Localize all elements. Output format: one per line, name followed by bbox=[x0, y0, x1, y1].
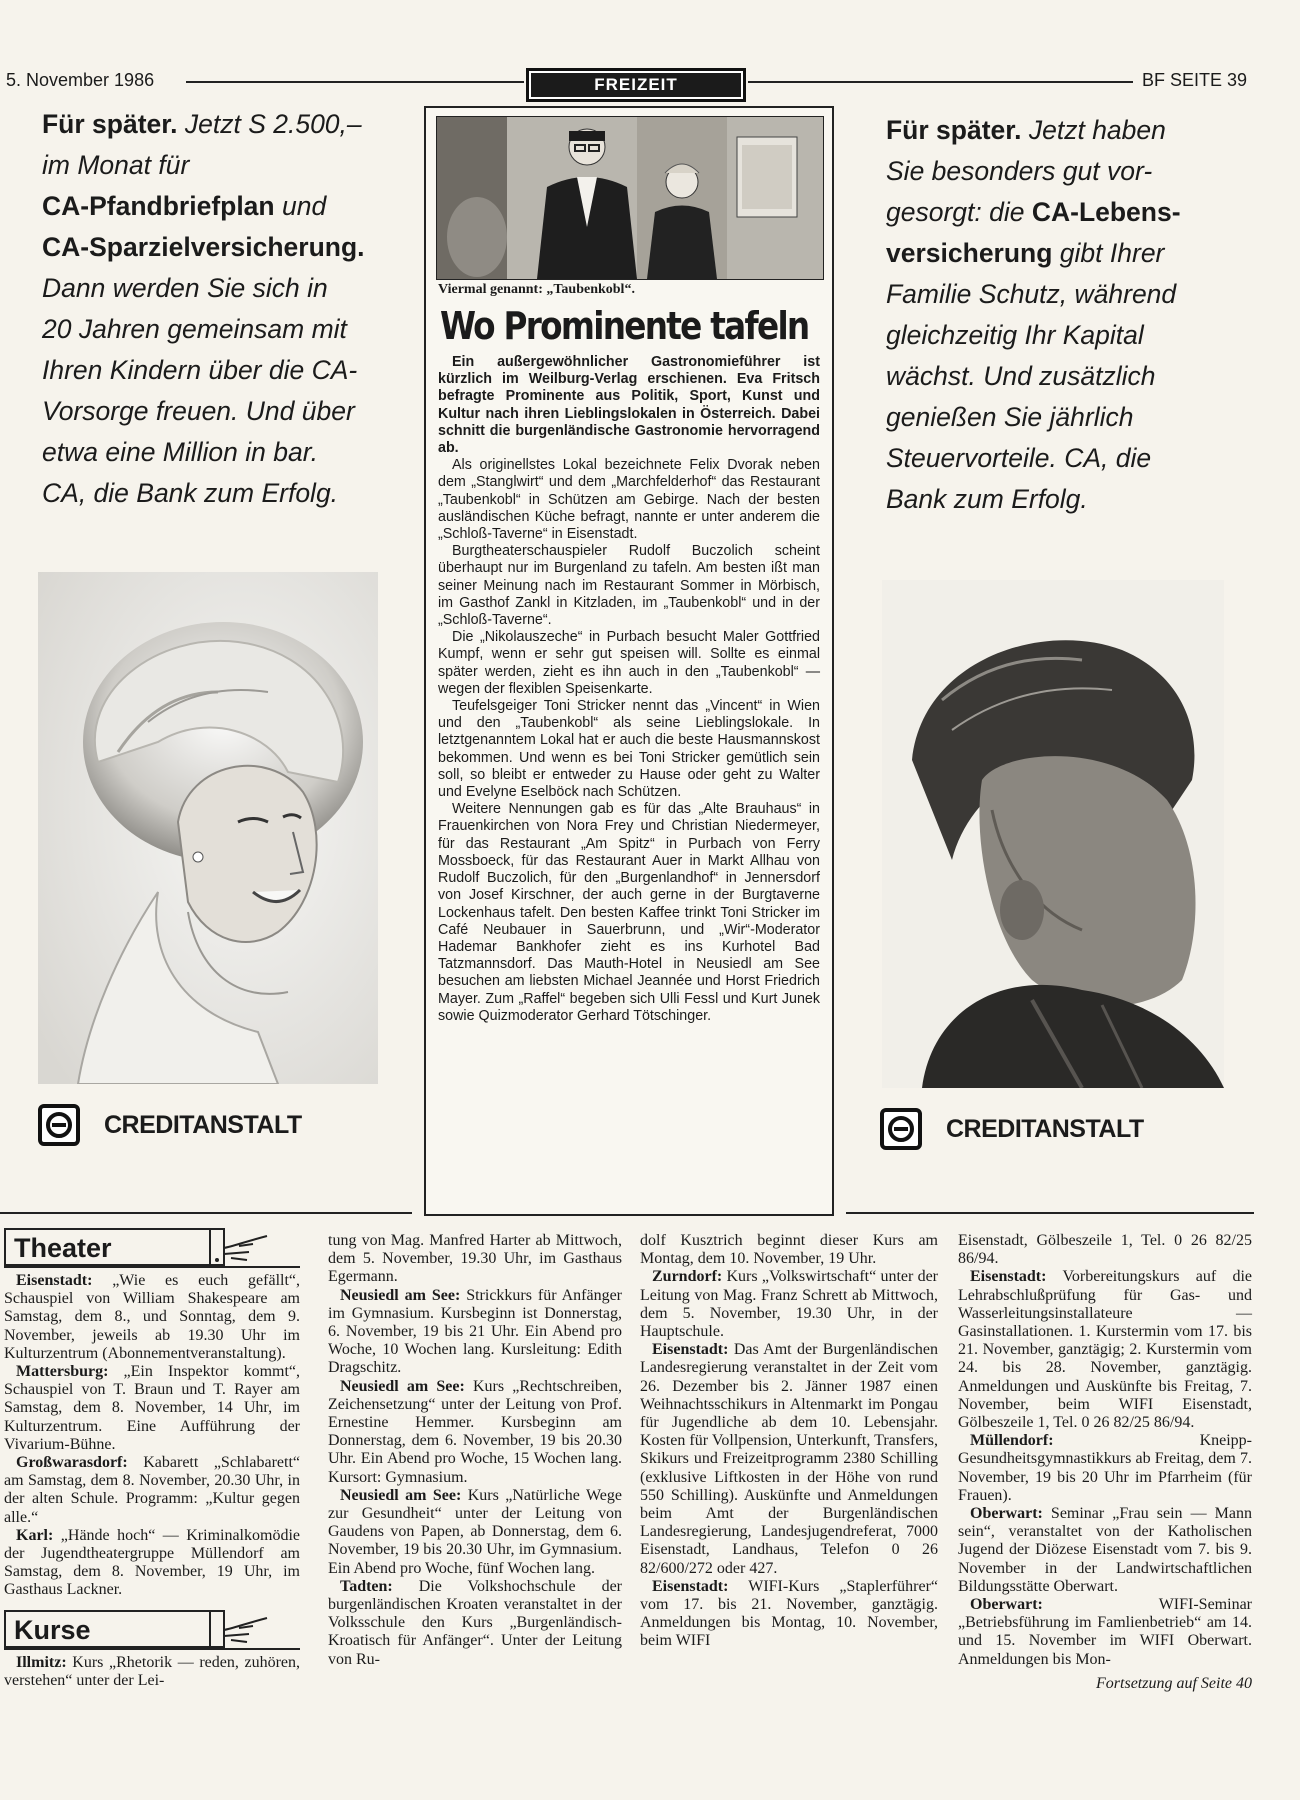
theater-section-title: Theater bbox=[4, 1228, 209, 1266]
ad-copy-line: Sie besonders gut vor- bbox=[886, 156, 1153, 186]
article-body bbox=[438, 354, 820, 1025]
listing-entry: Neusiedl am See: Kurs „Rechtschreiben, Zeichensetzung“ unter der Leitung von Prof. Ernestine Hemmer. Kursbeginn am Donnerstag, dem 6. November, 19 bis 20.30 Uhr. Ein Abend pro Woche, 15 Wochen lang. Kursort: Gymnasium. bbox=[328, 1377, 622, 1486]
ad-copy-line: Für später. Jetzt S 2.500,– bbox=[42, 109, 362, 139]
photo-caption: Viermal genannt: „Taubenkobl“. bbox=[438, 282, 635, 297]
header-rule-left bbox=[186, 81, 524, 83]
article-paragraph: Die „Nikolauszeche“ in Purbach besucht Maler Gottfried Kumpf, wenn er sehr gut speisen will. Sollte es einmal später werden, zieht es ihn auch in den „Taubenkobl“ — wegen der flexiblen Speisenkarte. bbox=[438, 629, 820, 697]
ad-copy-line: etwa eine Million in bar. bbox=[42, 437, 318, 467]
listing-entry: dolf Kusztrich beginnt dieser Kurs am Montag, dem 10. November, 19 Uhr. bbox=[640, 1232, 938, 1268]
pointing-hand-icon bbox=[209, 1228, 269, 1266]
listing-column-2 bbox=[328, 1232, 622, 1669]
kurse-section-header bbox=[4, 1610, 300, 1650]
article-lead: Ein außergewöhnlicher Gastronomieführer ist kürzlich im Weilburg-Verlag erschienen. Eva Fritsch befragte Prominente aus Politik, Sport, Kunst und Kultur nach ihren Lieblingslokalen in Österreich. Dabei schnitt die burgenländische Gastronomie hervorragend ab. bbox=[438, 354, 820, 457]
theater-listings bbox=[4, 1272, 300, 1600]
ad-copy-line: Vorsorge freuen. Und über bbox=[42, 396, 355, 426]
listing-column-4 bbox=[958, 1232, 1252, 1693]
ad-copy-line: 20 Jahren gemeinsam mit bbox=[42, 314, 347, 344]
creditanstalt-logo-icon bbox=[880, 1108, 922, 1150]
listing-entry: Eisenstadt: Das Amt der Burgenländischen Landesregierung veranstaltet in der Zeit vom 26. Dezember bis 2. Jänner 1987 einen Weihnachtsschikurs in Altenmarkt im Pongau für Jugendliche ab dem 10. Lebensjahr. Kosten für Vollpension, Unterkunft, Transfers, Skikurs und Freizeitprogramm 2380 Schilling (exklusive Liftkosten in der Höhe von rund 550 Schilling). Auskünfte und Anmeldungen beim Amt der Burgenländischen Landesregierung, Landesjugendreferat, 7000 Eisenstadt, Landhaus, Telefon 0 26 82/600/272 oder 427. bbox=[640, 1341, 938, 1577]
listing-column-3 bbox=[640, 1232, 938, 1651]
listing-entry: Eisenstadt: Vorbereitungskurs auf die Lehrabschlußprüfung für Gas- und Wasserleitungsinstallateure — Gasinstallationen. 1. Kurstermin vom 17. bis 21. November, ganztägig; 2. Kurstermin vom 24. bis 28. November, ganztägig. Anmeldungen und Auskünfte bis Freitag, 7. November, beim WIFI Eisenstadt, Gölbeszeile 1, Tel. 0 26 82/25 86/94. bbox=[958, 1268, 1252, 1432]
article-box bbox=[424, 106, 834, 1216]
article-paragraph: Weitere Nennungen gab es für das „Alte Brauhaus“ in Frauenkirchen von Nora Frey und Christian Niedermeyer, für das Restaurant „Am Spitz“ in Purbach von Ferry Mossboeck, für das Restaurant Auer in Markt Allhau von Rudolf Buczolich, für den „Burgenlandhof“ in Jennersdorf von Josef Kirschner, der auch gerne in der Burgtaverne Lockenhaus tafelt. Den besten Kaffee trinkt Toni Stricker im Café Neubauer in Sauerbrunn, und „Wir“-Moderator Hademar Bankhofer zieht es ins Kurhotel Bad Tatzmannsdorf. Das Mauth-Hotel in Neusiedl am See besuchen am liebsten Michael Jeannée und Horst Friedrich Mayer. Zum „Raffel“ begeben sich Ulli Fessl und Kurt Junek sowie Quizmoderator Gerhard Tötschinger. bbox=[438, 801, 820, 1024]
listing-entry: Müllendorf: Kneipp-Gesundheitsgymnastikkurs ab Freitag, dem 7. November, 19 bis 20 Uhr im Pfarrheim (für Frauen). bbox=[958, 1432, 1252, 1504]
listing-entry: Illmitz: Kurs „Rhetorik — reden, zuhören, verstehen“ unter der Lei- bbox=[4, 1653, 300, 1689]
ad-copy-line: gesorgt: die CA-Lebens- bbox=[886, 197, 1181, 227]
article-headline: Wo Prominente tafeln bbox=[440, 304, 809, 348]
listing-entry: Eisenstadt: „Wie es euch gefällt“, Schauspiel von William Shakespeare am Samstag, dem 8., und Sonntag, dem 9. November, jeweils ab 19.30 Uhr im Kulturzentrum (Abonnementveranstaltung). bbox=[4, 1272, 300, 1362]
kurse-listings bbox=[4, 1654, 300, 1690]
ad-copy-line: Ihren Kindern über die CA- bbox=[42, 355, 358, 385]
section-banner bbox=[526, 68, 746, 102]
listing-entry: Zurndorf: Kurs „Volkswirtschaft“ unter der Leitung von Mag. Franz Schrett ab Mittwoch, dem 5. November, 19.30 Uhr, in der Hauptschule. bbox=[640, 1268, 938, 1341]
listing-entry: tung von Mag. Manfred Harter ab Mittwoch, dem 5. November, 19.30 Uhr, im Gasthaus Egermann. bbox=[328, 1232, 622, 1286]
ad-left-logo bbox=[38, 1104, 302, 1146]
article-paragraph: Burgtheaterschauspieler Rudolf Buczolich scheint überhaupt nur im Burgenland zu tafeln. Am besten ißt man seiner Meinung nach im Restaurant Sommer in Mörbisch, im Gasthof Zankl in Kitzladen, im „Taubenkobl“ und in der „Schloß-Taverne“. bbox=[438, 543, 820, 629]
listing-column-1 bbox=[4, 1228, 300, 1690]
ad-copy-line: gleichzeitig Ihr Kapital bbox=[886, 320, 1144, 350]
listing-entry: Oberwart: Seminar „Frau sein — Mann sein“, veranstaltet von der Katholischen Jugend der Diözese Eisenstadt vom 7. bis 9. November in der Landwirtschaftlichen Bildungsstätte Oberwart. bbox=[958, 1505, 1252, 1595]
listing-entry: Eisenstadt, Gölbeszeile 1, Tel. 0 26 82/25 86/94. bbox=[958, 1232, 1252, 1268]
ad-left-photo bbox=[38, 572, 378, 1084]
listing-entry: Neusiedl am See: Kurs „Natürliche Wege zur Gesundheit“ unter der Leitung von Gaudens von Papen, ab Donnerstag, dem 6. November, 19 bis 20.30 Uhr, im Gymnasium. Ein Abend pro Woche, fünf Wochen lang. bbox=[328, 1486, 623, 1577]
ad-copy-line: CA, die Bank zum Erfolg. bbox=[42, 478, 339, 508]
creditanstalt-logo-icon bbox=[38, 1104, 80, 1146]
ad-copy-line: im Monat für bbox=[42, 150, 190, 180]
article-photo bbox=[436, 116, 824, 280]
listing-entry: Karl: „Hände hoch“ — Kriminalkomödie der Jugendtheatergruppe Müllendorf am Samstag, dem 8. November, 19 Uhr, im Gasthaus Lackner. bbox=[4, 1526, 300, 1599]
listing-entry: Eisenstadt: WIFI-Kurs „Staplerführer“ vom 17. bis 21. November, ganztägig. Anmeldungen bis Montag, 10. November, beim WIFI bbox=[640, 1577, 938, 1650]
ad-copy-line: CA-Pfandbriefplan und bbox=[42, 191, 327, 221]
ad-copy-line: Für später. Jetzt haben bbox=[886, 115, 1166, 145]
listing-entry: Tadten: Die Volkshochschule der burgenländischen Kroaten veranstaltet in der Volksschule den Kurs „Burgenländisch-Kroatisch für Anfänger“. Unter der Leitung von Ru- bbox=[328, 1577, 622, 1668]
ad-copy-line: Steuervorteile. CA, die bbox=[886, 443, 1152, 473]
listing-entry: Oberwart: WIFI-Seminar „Betriebsführung im Famlienbetrieb“ am 14. und 15. November im WIFI Oberwart. Anmeldungen bis Mon- bbox=[958, 1596, 1252, 1668]
ad-copy-line: Bank zum Erfolg. bbox=[886, 484, 1088, 514]
ad-copy-line: Familie Schutz, während bbox=[886, 279, 1177, 309]
ad-copy-line: versicherung gibt Ihrer bbox=[886, 238, 1165, 268]
section-label: FREIZEIT bbox=[531, 73, 741, 97]
article-paragraph: Teufelsgeiger Toni Stricker nennt das „Vincent“ in Wien und den „Taubenkobl“ als seine Lieblingslokale. In letztgenanntem Lokal hat er auch die beste Hausmannskost bekommen. Und wenn es bei Toni Stricker gemütlich sein soll, so bleibt er entweder zu Hause oder geht zu Walter und Evelyne Eselböck nach Schützen. bbox=[438, 698, 820, 801]
page-number: BF SEITE 39 bbox=[1142, 70, 1248, 90]
continued-note: Fortsetzung auf Seite 40 bbox=[1096, 1674, 1252, 1692]
listing-rule-right bbox=[846, 1212, 1254, 1214]
listing-entry: Mattersburg: „Ein Inspektor kommt“, Schauspiel von T. Braun und T. Rayer am Samstag, dem 8. November, 14 Uhr, im Kulturzentrum. Eine Aufführung der Vivarium-Bühne. bbox=[4, 1363, 300, 1453]
ad-right-brand: CREDITANSTALT bbox=[946, 1114, 1144, 1143]
ad-copy-line: CA-Sparzielversicherung. bbox=[42, 232, 365, 262]
listing-entry: Neusiedl am See: Strickkurs für Anfänger im Gymnasium. Kursbeginn ist Donnerstag, 6. November, 19 bis 21 Uhr. Ein Abend pro Woche, 10 Wochen lang. Kursleitung: Edith Dragschitz. bbox=[328, 1286, 622, 1377]
issue-date: 5. November 1986 bbox=[6, 70, 155, 90]
ad-left-brand: CREDITANSTALT bbox=[104, 1110, 302, 1139]
theater-section-header bbox=[4, 1228, 300, 1268]
listing-column-4-entries bbox=[958, 1232, 1252, 1669]
header-rule-right bbox=[748, 81, 1133, 83]
ad-left-copy bbox=[42, 104, 402, 514]
ad-right-copy bbox=[886, 110, 1266, 520]
pointing-hand-icon bbox=[209, 1610, 269, 1648]
listing-entry: Großwarasdorf: Kabarett „Schlabarett“ am Samstag, dem 8. November, 20.30 Uhr, in der alten Schule. Programm: „Kultur gegen alle.“ bbox=[4, 1454, 300, 1526]
ad-right-photo bbox=[882, 580, 1224, 1088]
ad-copy-line: wächst. Und zusätzlich bbox=[886, 361, 1156, 391]
article-paragraph: Als originellstes Lokal bezeichnete Felix Dvorak neben dem „Stanglwirt“ und dem „Marchfelderhof“ das Restaurant „Taubenkobl“ in Schützen am Gebirge. Nach der besten ausländischen Küche befragt, nannte er unter anderem die „Schloß-Taverne“ in Eisenstadt. bbox=[438, 457, 820, 543]
ad-copy-line: genießen Sie jährlich bbox=[886, 402, 1134, 432]
kurse-section-title: Kurse bbox=[4, 1610, 209, 1648]
ad-right-logo bbox=[880, 1108, 1144, 1150]
listing-rule-left bbox=[0, 1212, 412, 1214]
ad-copy-line: Dann werden Sie sich in bbox=[42, 273, 328, 303]
